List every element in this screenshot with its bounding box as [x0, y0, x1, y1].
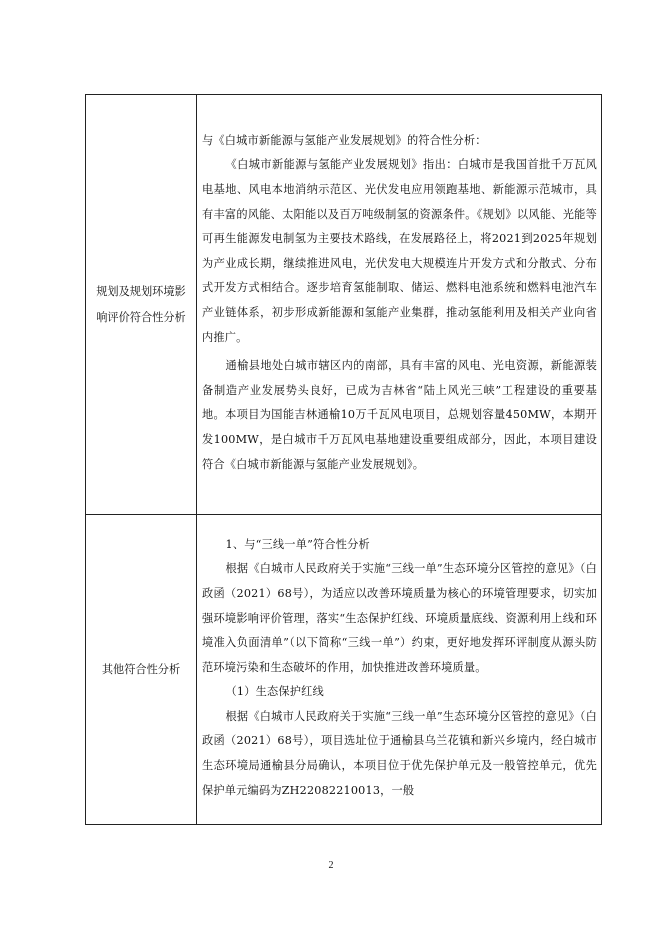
row-label-other	[86, 515, 197, 825]
table-row-planning-compliance	[86, 95, 602, 515]
row-label-line: 规划及规划环境影	[96, 284, 186, 298]
table-row-other-compliance	[86, 515, 602, 825]
row-label-line: 其他符合性分析	[101, 662, 181, 676]
row-label-planning	[86, 95, 197, 515]
row-label-line: 响评价符合性分析	[96, 310, 186, 324]
paragraph: 通榆县地处白城市辖区内的南部，具有丰富的风电、光电资源，新能源装备制造产业发展势头良好，已成为吉林省“陆上风光三峡”工程建设的重要基地。本项目为国能吉林通榆10万千瓦风电项目，总规划容量450MW，本期开发100MW，是白城市千万瓦风电基地建设重要组成部分，因此，本项目建设符合《白城市新能源与氢能产业发展规划》。	[202, 359, 597, 471]
compliance-table	[85, 94, 602, 825]
paragraph: 根据《白城市人民政府关于实施“三线一单”生态环境分区管控的意见》（白政函（2021）68号），为适应以改善环境质量为核心的环境管理要求，切实加强环境影响评价管理，落实“生态保护红线、环境质量底线、资源利用上线和环境准入负面清单”（以下简称“三线一单”）约束，更好地发挥环评制度从源头防范环境污染和生态破坏的作用，加快推进改善环境质量。	[202, 562, 597, 674]
page-number: 2	[328, 860, 334, 871]
section-intro: 与《白城市新能源与氢能产业发展规划》的符合性分析：	[202, 133, 487, 147]
paragraph: 根据《白城市人民政府关于实施“三线一单”生态环境分区管控的意见》（白政函（2021）68号），项目选址位于通榆县乌兰花镇和新兴乡境内，经白城市生态环境局通榆县分局确认，本项目位于优先保护单元及一般管控单元，优先保护单元编码为ZH22082210013，一般	[202, 709, 597, 797]
paragraph: 《白城市新能源与氢能产业发展规划》指出：白城市是我国首批千万瓦风电基地、风电本地消纳示范区、光伏发电应用领跑基地、新能源示范城市，具有丰富的风能、太阳能以及百万吨级制氢的资源条件。《规划》以风能、光能等可再生能源发电制氢为主要技术路线，在发展路径上，将2021到2025年规划为产业成长期，继续推进风电，光伏发电大规模连片开发方式和分散式、分布式开发方式相结合。逐步培育氢能制取、储运、燃料电池系统和燃料电池汽车产业链体系，初步形成新能源和氢能产业集群，推动氢能利用及相关产业向省内推广。	[202, 158, 597, 344]
subsection-heading: （1）生态保护红线	[225, 685, 324, 699]
row-content-other	[197, 515, 602, 825]
section-heading: 1、与“三线一单”符合性分析	[225, 537, 370, 551]
row-content-planning	[197, 95, 602, 515]
